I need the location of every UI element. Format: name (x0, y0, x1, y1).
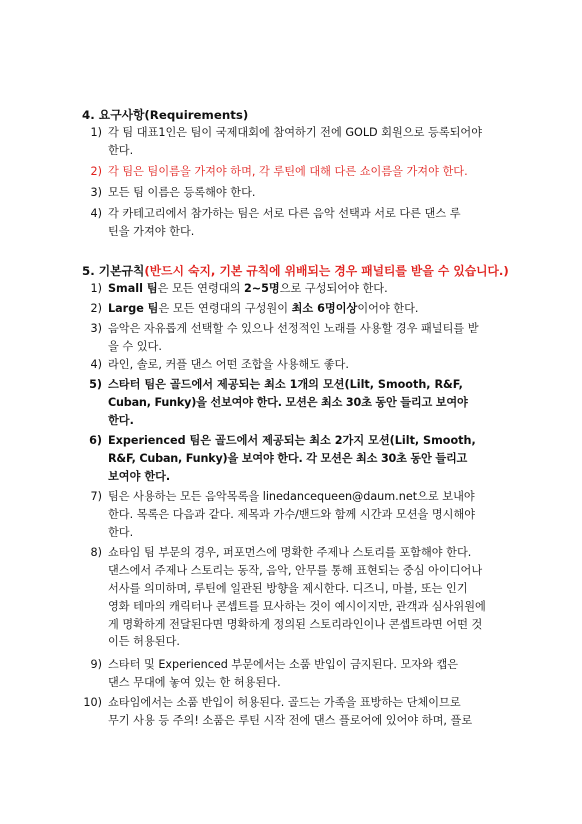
list-item (82, 694, 522, 730)
list-item (82, 205, 522, 241)
item-number: 4) (90, 207, 102, 220)
item-text: 스타터 팀은 골드에서 제공되는 최소 1개의 모션(Lilt, Smooth, R&F, (108, 378, 463, 391)
list-item (82, 376, 522, 430)
section-4-title: 4. 요구사항(Requirements) (82, 108, 249, 122)
item-text: 으로 구성되어야 한다. (279, 282, 388, 295)
item-text: 을 수 있다. (108, 339, 162, 353)
item-text: 보여야 한다. (108, 469, 171, 483)
item-number: 3) (90, 322, 102, 335)
item-text: 한다. 목록은 다음과 같다. 제목과 가수/밴드와 함께 시간과 모션을 명시해야 (108, 507, 476, 521)
list-item (82, 300, 522, 318)
item-text: 한다. (108, 525, 134, 539)
item-text: 은 모든 연령대의 (157, 282, 244, 295)
item-text: 영화 테마의 캐릭터나 콘셉트를 묘사하는 것이 예시이지만, 관객과 심사위원에 (108, 599, 486, 613)
item-text: 쇼타임에서는 소품 반입이 허용된다. 골드는 가족을 표방하는 단체이므로 (108, 696, 461, 709)
list-item (82, 280, 522, 298)
section-4-heading (82, 106, 248, 123)
list-item (82, 544, 522, 651)
item-number: 1) (90, 282, 102, 295)
item-text: Cuban, Funky)을 선보여야 한다. 모션은 최소 30초 동안 들리고 보여야 (108, 395, 468, 409)
item-text: 게 명확하게 전달된다면 명확하게 정의된 스토리라인이나 콘셉트라면 어떤 것 (108, 617, 483, 631)
item-text: 스타터 및 Experienced 부문에서는 소품 반입이 금지된다. 모자와 캡은 (108, 658, 459, 671)
item-number: 10) (83, 696, 102, 709)
list-item (82, 356, 522, 374)
item-number: 8) (90, 546, 102, 559)
item-text: 각 팀은 팀이름을 가져야 하며, 각 루틴에 대해 다른 쇼이름을 가져야 한다. (108, 165, 468, 178)
item-number: 9) (90, 658, 102, 671)
list-item (82, 432, 522, 486)
item-text: 각 카테고리에서 참가하는 팀은 서로 다른 음악 선택과 서로 다른 댄스 루 (108, 207, 461, 220)
item-text: 댄스에서 주제나 스토리는 동작, 음악, 안무를 통해 표현되는 중심 아이디어나 (108, 563, 483, 577)
item-number: 4) (90, 358, 102, 371)
item-number: 3) (90, 186, 102, 199)
list-item (82, 488, 522, 542)
item-text: 무기 사용 등 주의! 소품은 루틴 시작 전에 댄스 플로어에 있어야 하며, 플로 (108, 713, 473, 727)
item-text: 쇼타임 팀 부문의 경우, 퍼포먼스에 명확한 주제나 스토리를 포함해야 한다. (108, 546, 472, 559)
item-text: 댄스 무대에 놓여 있는 한 허용된다. (108, 675, 281, 689)
item-number: 1) (90, 126, 102, 139)
item-text: 팀은 사용하는 모든 음악목록을 linedancequeen@daum.net으로 보내야 (108, 490, 475, 503)
item-text: 이어야 한다. (357, 302, 419, 315)
list-item (82, 124, 522, 160)
item-text: 틴을 가져야 한다. (108, 224, 195, 238)
item-text-bold: Small 팀 (108, 282, 158, 295)
section-5-title: 5. 기본규칙 (82, 264, 145, 278)
section-5-heading (82, 262, 509, 279)
item-number: 6) (89, 434, 102, 447)
list-item (82, 184, 522, 202)
item-text: R&F, Cuban, Funky)을 보여야 한다. 각 모션은 최소 30초 동안 들리고 (108, 451, 468, 465)
list-item (82, 656, 522, 692)
item-text: 라인, 솔로, 커플 댄스 어떤 조합을 사용해도 좋다. (108, 358, 349, 371)
item-text-bold: Large 팀 (108, 302, 159, 315)
item-number: 2) (90, 302, 102, 315)
section-5-warning: (반드시 숙지, 기본 규칙에 위배되는 경우 패널티를 받을 수 있습니다.) (144, 264, 509, 278)
item-number: 2) (90, 165, 102, 178)
item-text: 음악은 자유롭게 선택할 수 있으나 선정적인 노래를 사용할 경우 패널티를 받 (108, 322, 479, 335)
item-text: 한다. (108, 143, 134, 157)
item-text: 서사를 의미하며, 루틴에 일관된 방향을 제시한다. 디즈니, 마블, 또는 인기 (108, 581, 468, 595)
list-item (82, 163, 522, 181)
item-number: 5) (89, 378, 102, 391)
item-text-bold: 최소 6명이상 (291, 302, 358, 315)
list-item (82, 320, 522, 356)
item-text: Experienced 팀은 골드에서 제공되는 최소 2가지 모션(Lilt, Smooth, (108, 434, 476, 447)
item-text: 이든 허용된다. (108, 635, 180, 649)
item-text-bold: 2~5명 (243, 282, 280, 295)
item-text: 한다. (108, 413, 134, 427)
item-number: 7) (90, 490, 102, 503)
item-text: 은 모든 연령대의 구성원이 (158, 302, 292, 315)
item-text: 각 팀 대표1인은 팀이 국제대회에 참여하기 전에 GOLD 회원으로 등록되어야 (108, 126, 483, 139)
item-text: 모든 팀 이름은 등록해야 한다. (108, 186, 256, 199)
